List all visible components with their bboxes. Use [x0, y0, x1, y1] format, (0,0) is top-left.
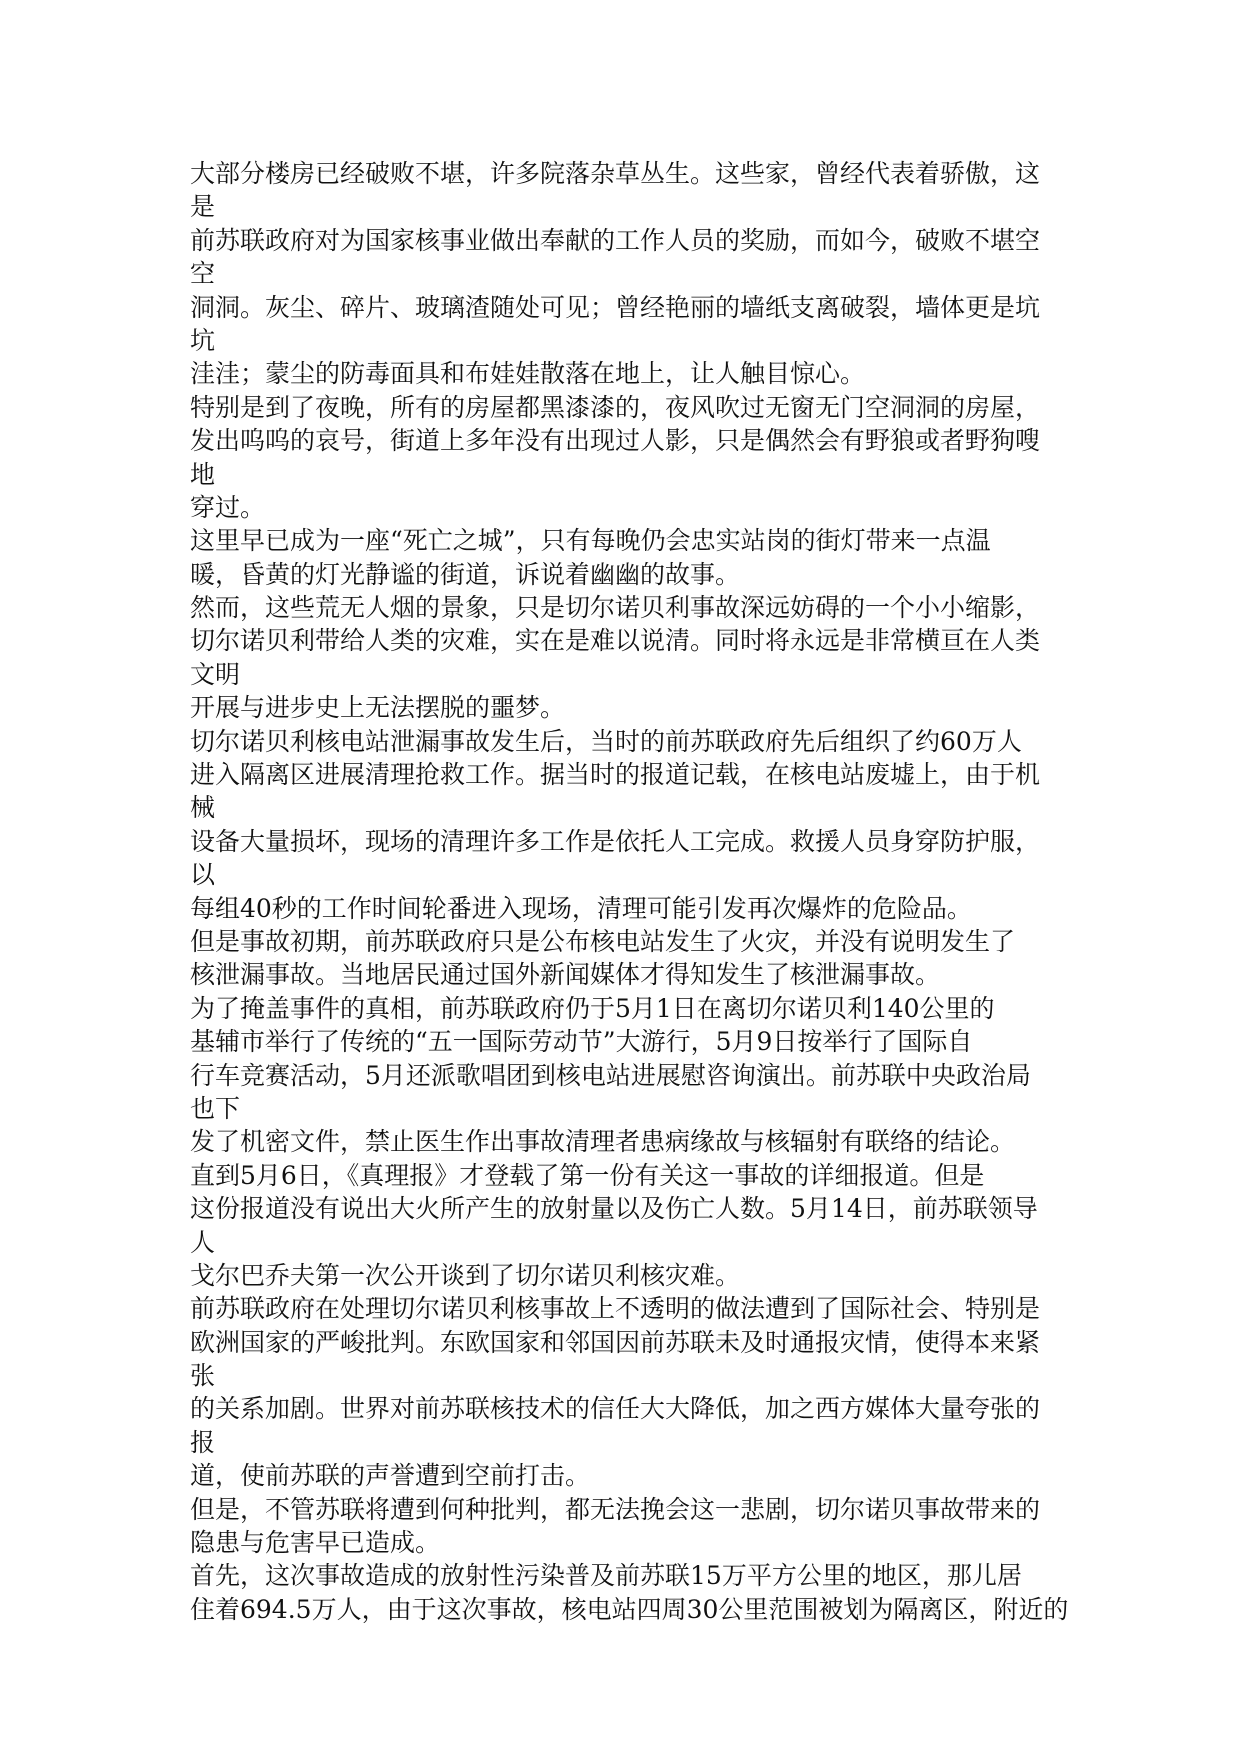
text-line: 然而，这些荒无人烟的景象，只是切尔诺贝利事故深远妨碍的一个小小缩影，: [190, 593, 1041, 623]
text-line: 欧洲国家的严峻批判。东欧国家和邻国因前苏联未及时通报灾情，使得本来紧: [190, 1327, 1041, 1357]
text-line: 洼洼；蒙尘的防毒面具和布娃娃散落在地上，让人触目惊心。: [190, 359, 866, 389]
text-line: 前苏联政府对为国家核事业做出奉献的工作人员的奖励，而如今，破败不堪空: [190, 225, 1041, 255]
text-line: 为了掩盖事件的真相，前苏联政府仍于5月1日在离切尔诺贝利140公里的: [190, 993, 995, 1023]
text-line: 直到5月6日，《真理报》才登载了第一份有关这一事故的详细报道。但是: [190, 1160, 985, 1190]
text-line: 大部分楼房已经破败不堪，许多院落杂草丛生。这些家，曾经代表着骄傲，这: [190, 159, 1041, 188]
text-line: 进入隔离区进展清理抢救工作。据当时的报道记载，在核电站废墟上，由于机: [190, 760, 1041, 790]
text-line: 前苏联政府在处理切尔诺贝利核事故上不透明的做法遭到了国际社会、特别是: [190, 1294, 1041, 1324]
text-line: 坑: [190, 325, 216, 355]
text-line: 切尔诺贝利核电站泄漏事故发生后，当时的前苏联政府先后组织了约60万人: [190, 726, 1022, 756]
text-line: 张: [190, 1361, 216, 1391]
text-line: 行车竞赛活动，5月还派歌唱团到核电站进展慰咨询演出。前苏联中央政治局: [190, 1060, 1031, 1090]
body-text: [190, 157, 1069, 1626]
text-line: 以: [190, 860, 216, 890]
text-line: 暖，昏黄的灯光静谧的街道，诉说着幽幽的故事。: [190, 559, 741, 589]
text-line: 设备大量损坏，现场的清理许多工作是依托人工完成。救援人员身穿防护服，: [190, 826, 1041, 856]
text-line: 也下: [190, 1093, 241, 1123]
text-line: 人: [190, 1227, 216, 1257]
text-line: 报: [190, 1427, 216, 1457]
text-line: 械: [190, 793, 216, 823]
text-line: 这里早已成为一座“死亡之城”，只有每晚仍会忠实站岗的街灯带来一点温: [190, 526, 991, 556]
text-line: 发出呜呜的哀号，街道上多年没有出现过人影，只是偶然会有野狼或者野狗嗖: [190, 426, 1041, 456]
text-line: 特别是到了夜晚，所有的房屋都黑漆漆的，夜风吹过无窗无门空洞洞的房屋，: [190, 392, 1041, 422]
text-line: 首先，这次事故造成的放射性污染普及前苏联15万平方公里的地区，那儿居: [190, 1561, 1022, 1591]
text-line: 但是事故初期，前苏联政府只是公布核电站发生了火灾，并没有说明发生了: [190, 926, 1016, 956]
text-line: 开展与进步史上无法摆脱的噩梦。: [190, 693, 566, 723]
text-line: 是: [190, 192, 216, 222]
text-line: 核泄漏事故。当地居民通过国外新闻媒体才得知发生了核泄漏事故。: [190, 960, 941, 990]
text-line: 每组40秒的工作时间轮番进入现场，清理可能引发再次爆炸的危险品。: [190, 893, 972, 923]
text-line: 这份报道没有说出大火所产生的放射量以及伤亡人数。5月14日，前苏联领导: [190, 1194, 1038, 1224]
text-line: 基辅市举行了传统的“五一国际劳动节”大游行，5月9日按举行了国际自: [190, 1027, 973, 1057]
text-line: 道，使前苏联的声誉遭到空前打击。: [190, 1461, 591, 1491]
text-line: 戈尔巴乔夫第一次公开谈到了切尔诺贝利核灾难。: [190, 1260, 741, 1290]
text-line: 地: [190, 459, 216, 489]
text-line: 发了机密文件，禁止医生作出事故清理者患病缘故与核辐射有联络的结论。: [190, 1127, 1016, 1157]
text-line: 的关系加剧。世界对前苏联核技术的信任大大降低，加之西方媒体大量夸张的: [190, 1394, 1041, 1424]
text-line: 住着694.5万人，由于这次事故，核电站四周30公里范围被划为隔离区，附近的: [190, 1594, 1069, 1624]
text-line: 穿过。: [190, 492, 266, 522]
text-line: 空: [190, 259, 216, 289]
text-line: 文明: [190, 659, 241, 689]
text-line: 但是，不管苏联将遭到何种批判，都无法挽会这一悲剧，切尔诺贝事故带来的: [190, 1494, 1041, 1524]
text-line: 隐患与危害早已造成。: [190, 1528, 441, 1558]
text-line: 洞洞。灰尘、碎片、玻璃渣随处可见；曾经艳丽的墙纸支离破裂，墙体更是坑: [190, 292, 1041, 322]
text-line: 切尔诺贝利带给人类的灾难，实在是难以说清。同时将永远是非常横亘在人类: [190, 626, 1041, 656]
